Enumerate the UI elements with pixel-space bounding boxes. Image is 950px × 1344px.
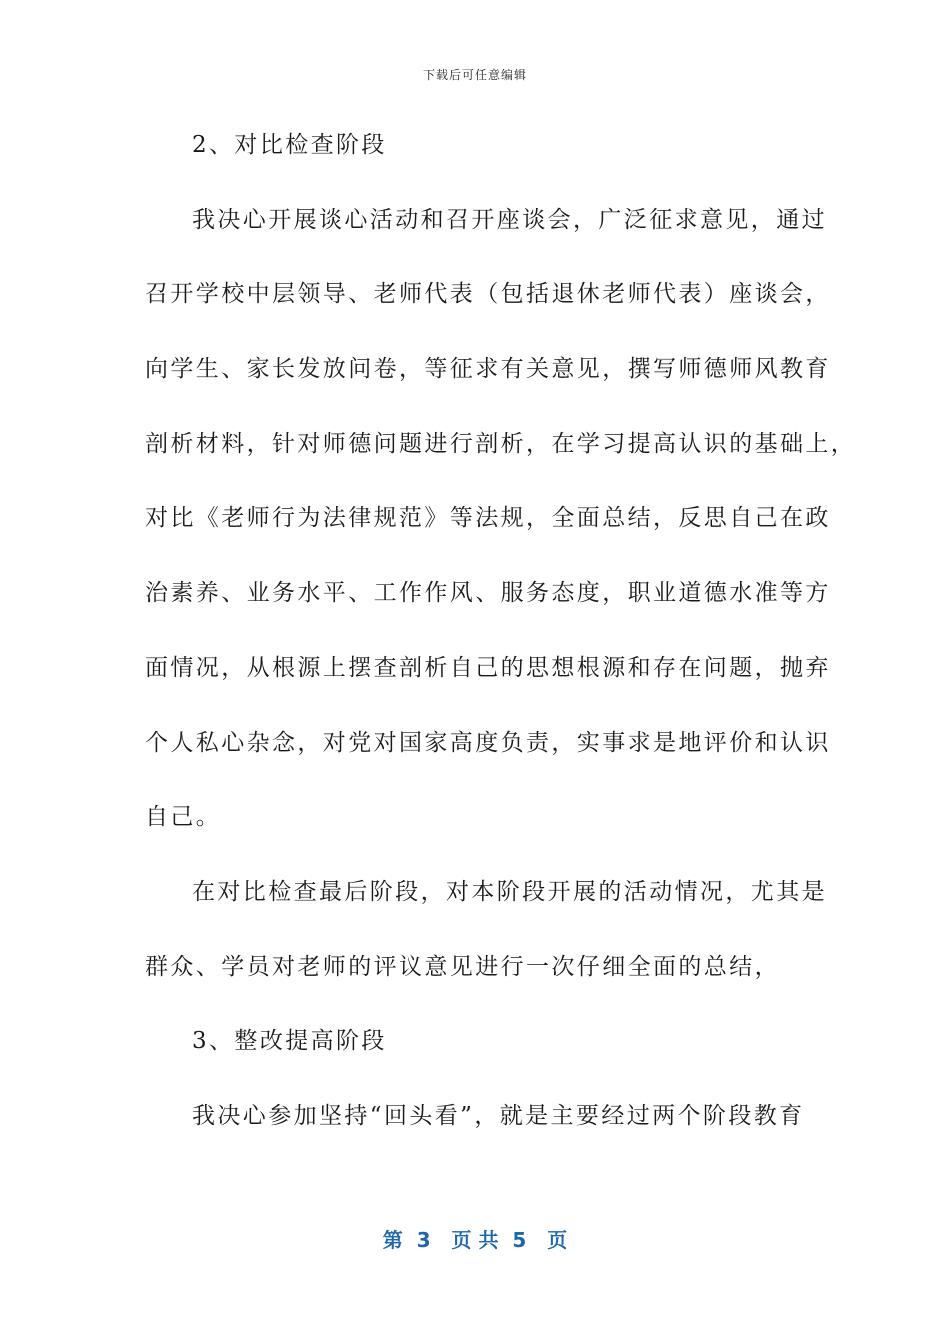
paragraph-line: 在对比检查最后阶段，对本阶段开展的活动情况，尤其是 [192, 878, 827, 905]
page-header: 下载后可任意编辑 [422, 68, 527, 82]
paragraph-line: 群众、学员对老师的评议意见进行一次仔细全面的总结， [145, 953, 780, 980]
paragraph-line: 面情况，从根源上摆查剖析自己的思想根源和存在问题，抛弃 [145, 654, 831, 681]
paragraph-line: 个人私心杂念，对党对国家高度负责，实事求是地评价和认识 [145, 729, 831, 756]
paragraph-line: 治素养、业务水平、工作作风、服务态度，职业道德水准等方 [145, 580, 831, 607]
section-heading-3: 3、整改提高阶段 [192, 1028, 387, 1055]
paragraph-line: 向学生、家长发放问卷，等征求有关意见，撰写师德师风教育 [145, 356, 831, 383]
paragraph-line: 剖析材料，针对师德问题进行剖析，在学习提高认识的基础上， [145, 430, 857, 457]
page-number-footer: 第 3 页 共 5 页 [382, 1228, 568, 1252]
paragraph-line: 召开学校中层领导、老师代表（包括退休老师代表）座谈会， [145, 281, 831, 308]
paragraph-line: 自己。 [145, 804, 222, 831]
paragraph-line: 我决心参加坚持“回头看”，就是主要经过两个阶段教育 [192, 1102, 805, 1129]
paragraph-line: 我决心开展谈心活动和召开座谈会，广泛征求意见，通过 [192, 206, 827, 233]
document-body [145, 118, 857, 1164]
section-heading-2: 2、对比检查阶段 [192, 132, 387, 158]
paragraph-line: 对比《老师行为法律规范》等法规，全面总结，反思自己在政 [145, 505, 831, 532]
